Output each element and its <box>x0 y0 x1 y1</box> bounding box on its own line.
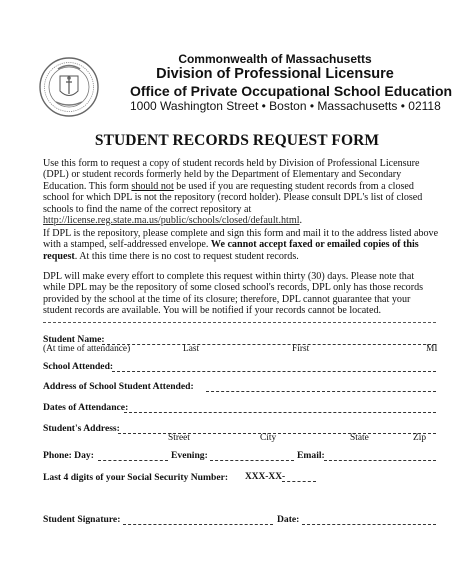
intro-text-1: Use this form to request a copy of student records held by Division of Professional Licensure (DPL) or student records formerly held by the Department of Elementary and Secondary Education. This form <box>43 158 420 192</box>
email-label: Email: <box>297 450 325 461</box>
student-name-input-line[interactable] <box>102 344 436 345</box>
intro-text-2: be used if you are requesting student records from a closed school for which DPL is not the repository (record holder). Please consult DPL's list of closed schools to find the name of the correct repository at <box>43 180 423 215</box>
notice-paragraph: DPL will make every effort to complete this request within thirty (30) days. Please note that while DPL may be the repository of some closed school's records, DPL only has those records provided by the school at the time of its closure; therefore, DPL cannot guarantee that your student records are available. You will be notified if your records cannot be located. <box>43 271 424 317</box>
street-caption: Street <box>168 433 190 443</box>
date-input-line[interactable] <box>302 524 436 525</box>
header-address: 1000 Washington Street • Boston • Massachusetts • 02118 <box>130 99 441 113</box>
ssn-input-line[interactable] <box>282 481 316 482</box>
intro-text-3: . <box>299 215 303 227</box>
ssn-label: Last 4 digits of your Social Security Number: <box>43 472 229 483</box>
school-address-label: Address of School Student Attended: <box>43 381 194 392</box>
school-attended-input-line[interactable] <box>112 371 436 372</box>
intro-paragraph <box>43 158 439 226</box>
form-title: STUDENT RECORDS REQUEST FORM <box>94 132 380 149</box>
phone-evening-label: Evening: <box>171 450 208 461</box>
middle-initial-caption: MI <box>426 344 438 354</box>
ssn-mask: XXX-XX- <box>245 472 286 482</box>
phone-day-input-line[interactable] <box>98 460 168 461</box>
massachusetts-seal-logo <box>38 56 100 118</box>
intro-emphasis: should not <box>131 180 174 192</box>
header-commonwealth: Commonwealth of Massachusetts <box>178 52 372 66</box>
state-caption: State <box>350 433 369 443</box>
phone-evening-input-line[interactable] <box>210 460 294 461</box>
zip-caption: Zip <box>413 433 427 443</box>
no-fax-notice: We cannot accept faxed or emailed copies of this request <box>43 239 419 262</box>
student-signature-input-line[interactable] <box>123 524 273 525</box>
student-signature-label: Student Signature: <box>43 514 121 525</box>
dates-attendance-input-line[interactable] <box>124 412 436 413</box>
last-name-caption: Last <box>183 344 200 354</box>
student-address-label: Student's Address: <box>43 423 120 434</box>
header-division: Division of Professional Licensure <box>156 66 394 82</box>
closed-schools-link[interactable]: http://license.reg.state.ma.us/public/schools/closed/default.html <box>43 215 300 227</box>
student-address-input-line[interactable] <box>118 433 436 434</box>
instructions-text-2: . At this time there is no cost to request student records. <box>74 250 299 262</box>
instructions-paragraph <box>43 228 439 262</box>
student-name-label: Student Name: <box>43 334 105 345</box>
header-office: Office of Private Occupational School Education <box>130 83 453 99</box>
school-attended-label: School Attended: <box>43 361 114 372</box>
dates-attendance-label: Dates of Attendance: <box>43 402 129 413</box>
date-label: Date: <box>277 514 300 525</box>
section-divider <box>43 322 436 323</box>
school-address-input-line[interactable] <box>206 391 436 392</box>
instructions-text-1: If DPL is the repository, please complete and sign this form and mail it to the address listed above with a stamped, self-addressed envelope. <box>43 228 439 251</box>
city-caption: City <box>260 433 277 443</box>
email-input-line[interactable] <box>324 460 436 461</box>
first-name-caption: First <box>292 344 310 354</box>
phone-day-label: Phone: Day: <box>43 450 94 461</box>
at-time-of-attendance-note: (At time of attendance) <box>43 344 131 354</box>
